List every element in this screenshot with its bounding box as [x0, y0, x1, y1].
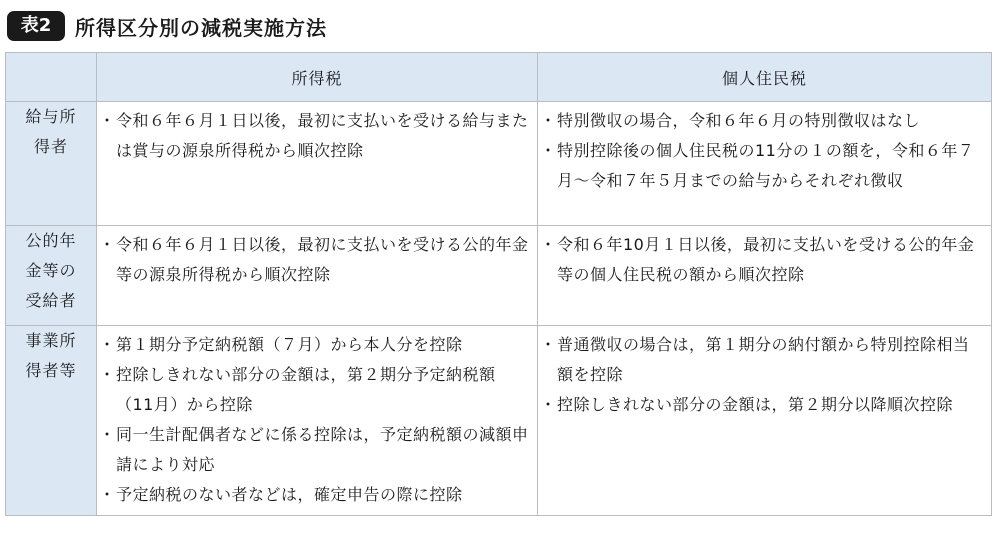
list-item: ・ 特別徴収の場合，令和６年６月の特別徴収はなし	[544, 106, 985, 136]
table-row-salary-earners	[6, 102, 992, 226]
list-item: ・ 控除しきれない部分の金額は，第２期分以降順次控除	[544, 390, 985, 420]
row-header-line: 給与所	[25, 107, 77, 126]
tax-reduction-table	[5, 52, 992, 516]
table-caption	[7, 9, 327, 43]
row-header-pension-recipients	[6, 226, 97, 326]
list-item: ・ 同一生計配偶者などに係る控除は，予定納税額の減額申請により対応	[103, 420, 531, 480]
row-header-line: 公的年	[25, 231, 77, 250]
income-tax-cell	[97, 326, 538, 516]
row-header-line: 事業所	[25, 331, 77, 350]
list-item: ・ 普通徴収の場合は，第１期分の納付額から特別控除相当額を控除	[544, 330, 985, 390]
row-header-line: 得者等	[25, 361, 77, 380]
resident-tax-cell	[538, 102, 992, 226]
table-title: 所得区分別の減税実施方法	[75, 15, 327, 40]
income-tax-cell	[97, 226, 538, 326]
column-header-resident-tax: 個人住民税	[538, 53, 992, 102]
list-item: ・ 第１期分予定納税額（７月）から本人分を控除	[103, 330, 531, 360]
list-item: ・ 特別控除後の個人住民税の11分の１の額を，令和６年７月～令和７年５月までの給与からそれぞれ徴収	[544, 136, 985, 196]
resident-tax-cell	[538, 226, 992, 326]
table-row-business-earners	[6, 326, 992, 516]
income-tax-cell	[97, 102, 538, 226]
resident-tax-cell	[538, 326, 992, 516]
table-number-badge: 表2	[7, 11, 65, 41]
row-header-line: 金等の	[25, 261, 77, 280]
row-header-line: 得者	[33, 137, 68, 156]
list-item: ・ 令和６年６月１日以後，最初に支払いを受ける給与または賞与の源泉所得税から順次控除	[103, 106, 531, 166]
column-header-income-tax: 所得税	[97, 53, 538, 102]
row-header-line: 受給者	[25, 291, 77, 310]
row-header-business-earners	[6, 326, 97, 516]
table-header-row	[6, 53, 992, 102]
table-row-pension-recipients	[6, 226, 992, 326]
list-item: ・ 令和６年６月１日以後，最初に支払いを受ける公的年金等の源泉所得税から順次控除	[103, 230, 531, 290]
list-item: ・ 予定納税のない者などは，確定申告の際に控除	[103, 480, 531, 510]
header-corner-cell	[6, 53, 97, 102]
list-item: ・ 令和６年10月１日以後，最初に支払いを受ける公的年金等の個人住民税の額から順次控除	[544, 230, 985, 290]
row-header-salary-earners	[6, 102, 97, 226]
list-item: ・ 控除しきれない部分の金額は，第２期分予定納税額（11月）から控除	[103, 360, 531, 420]
